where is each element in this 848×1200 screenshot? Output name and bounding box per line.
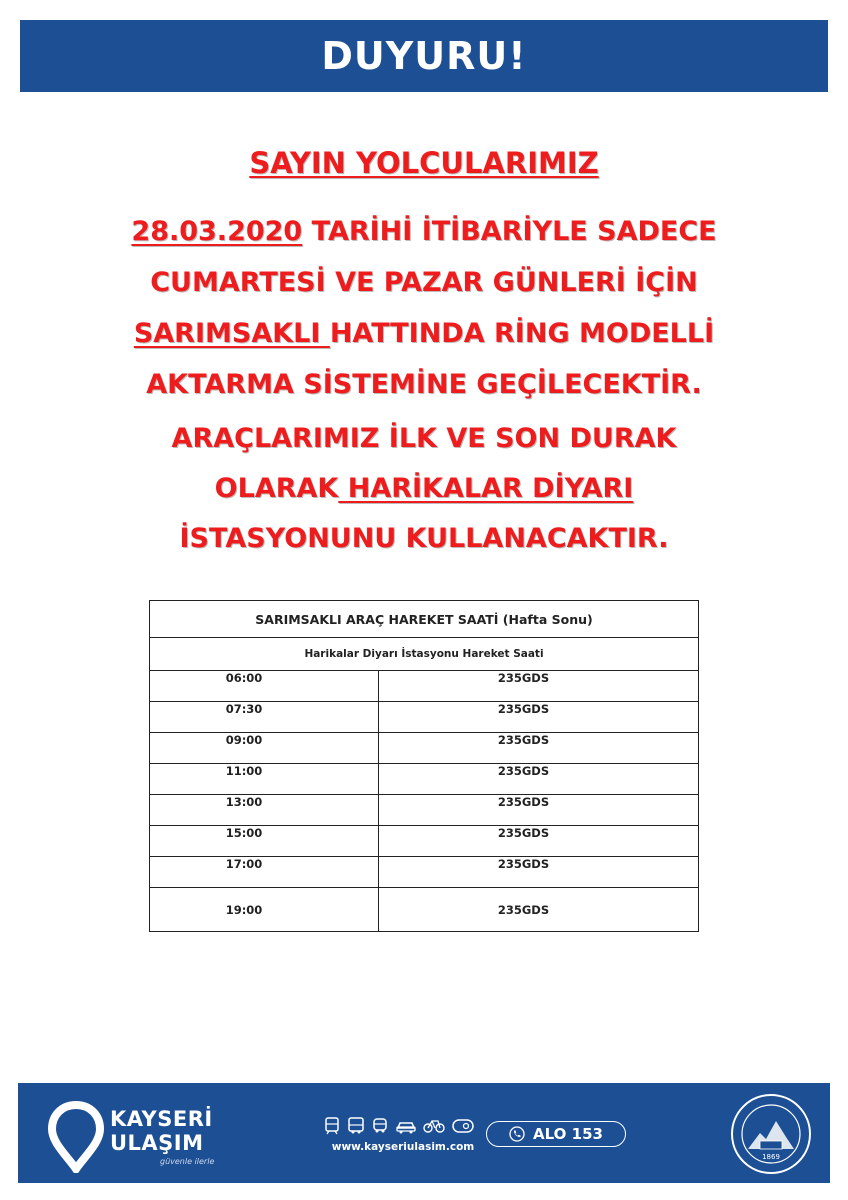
footer-bar (18, 1083, 830, 1183)
card-icon (451, 1115, 475, 1135)
departure-time: 13:00 (150, 795, 379, 826)
schedule-subtitle: Harikalar Diyarı İstasyonu Hareket Saati (150, 638, 699, 671)
departure-time: 19:00 (150, 888, 379, 932)
header-banner (20, 20, 828, 92)
effective-date: 28.03.2020 (131, 216, 303, 247)
logo-line-2: ULAŞIM (110, 1131, 204, 1155)
minibus-icon (371, 1115, 389, 1135)
announcement-line-3 (20, 308, 828, 359)
vehicle-code: 235GDS (379, 888, 699, 932)
vehicle-code: 235GDS (379, 826, 699, 857)
announcement-line-2: CUMARTESİ VE PAZAR GÜNLERİ İÇİN (150, 267, 698, 298)
table-row (150, 764, 699, 795)
bicycle-icon (423, 1115, 445, 1135)
phone-icon (509, 1126, 525, 1142)
departure-time: 17:00 (150, 857, 379, 888)
table-row (150, 888, 699, 932)
car-icon (395, 1115, 417, 1135)
departure-time: 15:00 (150, 826, 379, 857)
logo-tagline: güvenle ilerle (160, 1157, 215, 1166)
departure-time: 11:00 (150, 764, 379, 795)
page-title: DUYURU! (321, 34, 527, 78)
announcement-line-5: ARAÇLARIMIZ İLK VE SON DURAK (171, 423, 677, 454)
kayseri-ulasim-logo (48, 1101, 218, 1171)
vehicle-code: 235GDS (379, 671, 699, 702)
departure-time: 06:00 (150, 671, 379, 702)
location-pin-icon (48, 1101, 104, 1173)
vehicle-code: 235GDS (379, 795, 699, 826)
announcement-paragraph-1 (20, 206, 828, 410)
vehicle-code: 235GDS (379, 764, 699, 795)
schedule-title: SARIMSAKLI ARAÇ HAREKET SAATİ (Hafta Sonu) (150, 601, 699, 638)
bus-icon (347, 1115, 365, 1135)
table-row (150, 702, 699, 733)
table-row (150, 795, 699, 826)
seal-year: 1869 (762, 1153, 780, 1161)
line-name: SARIMSAKLI (133, 318, 330, 349)
table-row (150, 733, 699, 764)
station-name: HARİKALAR DİYARI (338, 473, 634, 504)
hotline-number: ALO 153 (533, 1125, 603, 1143)
vehicle-code: 235GDS (379, 733, 699, 764)
announcement-line-1 (20, 206, 828, 257)
departure-time: 07:30 (150, 702, 379, 733)
announcement-paragraph-2 (20, 414, 828, 564)
announcement-line-4: AKTARMA SİSTEMİNE GEÇİLECEKTİR. (146, 369, 702, 400)
website-url: www.kayseriulasim.com (331, 1141, 475, 1153)
announcement-line-7: İSTASYONUNU KULLANACAKTIR. (179, 523, 669, 554)
tram-icon (323, 1115, 341, 1135)
hotline-badge (486, 1121, 626, 1147)
line-6-text: OLARAK (214, 473, 339, 504)
line-1-text: TARİHİ İTİBARİYLE SADECE (302, 216, 717, 247)
schedule-table (149, 600, 699, 932)
vehicle-code: 235GDS (379, 702, 699, 733)
line-3-text: HATTINDA RİNG MODELLİ (329, 318, 715, 349)
table-row (150, 826, 699, 857)
municipality-seal-icon (730, 1093, 812, 1175)
greeting: SAYIN YOLCULARIMIZ (249, 146, 599, 180)
vehicle-code: 235GDS (379, 857, 699, 888)
transport-modes (323, 1115, 483, 1135)
logo-line-1: KAYSERİ (110, 1107, 213, 1131)
announcement-line-6 (20, 464, 828, 514)
departure-time: 09:00 (150, 733, 379, 764)
table-row (150, 671, 699, 702)
table-row (150, 857, 699, 888)
